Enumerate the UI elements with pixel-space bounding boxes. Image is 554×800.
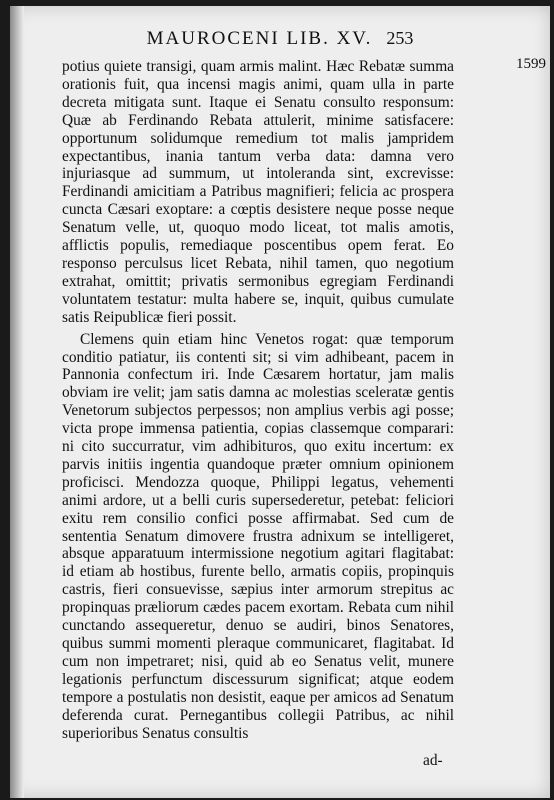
catchword: ad-	[423, 752, 443, 769]
page-number: 253	[386, 28, 414, 48]
paragraph-2: Clemens quin etiam hinc Venetos rogat: quæ temporum conditio patiatur, iis contenti sit; si vim adhibeant, pacem in Pannonia confectum iri. Inde Cæsarem hortatur, jam malis obviam ire velit; jam satis damna ac molestias sceleratæ gentis Venetorum subjectos perpessos; non amplius verbis agi posse; victa prope immensa patientia, copias classemque comparari: ni cito succurratur, vim adhibituros, quo exitu incertum: ex parvis initiis ingentia quandoque præter omnium opinionem proficisci. Mendozza quoque, Philippi legatus, vehementi animi ardore, ut a belli curis supersederetur, petebat: feliciori exitu rem consilio confici posse affirmabat. Sed cum de sententia Senatum dimovere frustra adnixum se intelligeret, absque apparatuum intermissione negotium agitari flagitabat: id etiam ab hostibus, furente bello, armatis copiis, propinquis castris, fieri consuevisse, sæpius inter armorum strepitus ac propinquas præliorum cædes pacem exortam. Rebata cum nihil cunctando assequeretur, denuo se audiri, binos Senatores, quibus summi momenti pleraque communicaret, flagitabat. Id cum non impetraret; nisi, quid ab eo Senatus velit, munere legationis perfunctum discessurum significat; atque eodem tempore a postulatis non desistit, eaque per amicos ad Senatum deferenda curat. Pernegantibus collegii Patribus, ac nihil superioribus Senatus consultis	[62, 330, 454, 742]
running-header	[10, 28, 550, 50]
margin-year-note: 1599	[516, 56, 546, 72]
book-page	[10, 6, 550, 798]
running-title: MAUROCENI LIB. XV.	[146, 28, 373, 49]
main-text-block	[62, 58, 454, 742]
page-gutter-shadow	[10, 6, 24, 798]
paragraph-1: potius quiete transigi, quam armis malint. Hæc Rebatæ summa orationis fuit, qua incensi magis animi, quam ulla in parte decreta mitigata sunt. Itaque ei Senatu consulto responsum: Quæ ab Ferdinando Rebata attulerit, minime satisfacere: opportunum solidumque remedium tot malis jampridem expectantibus, inania tantum verba data: damna vero injuriasque ad summum, ut intoleranda sint, excrevisse: Ferdinandi amicitiam a Patribus magnifieri; felicia ac prospera cuncta Cæsari exoptare: a cœptis desistere neque posse neque Senatum velle, ut, quoquo modo liceat, tot malis amotis, afflictis populis, remediaque poscentibus opem ferat. Eo responso perculsus licet Rebata, nihil tamen, quo negotium extrahat, omittit; privatis sermonibus egregiam Ferdinandi voluntatem testatur: multa habere se, inquit, quibus cumulate satis Reipublicæ fieri possit.	[62, 58, 454, 326]
